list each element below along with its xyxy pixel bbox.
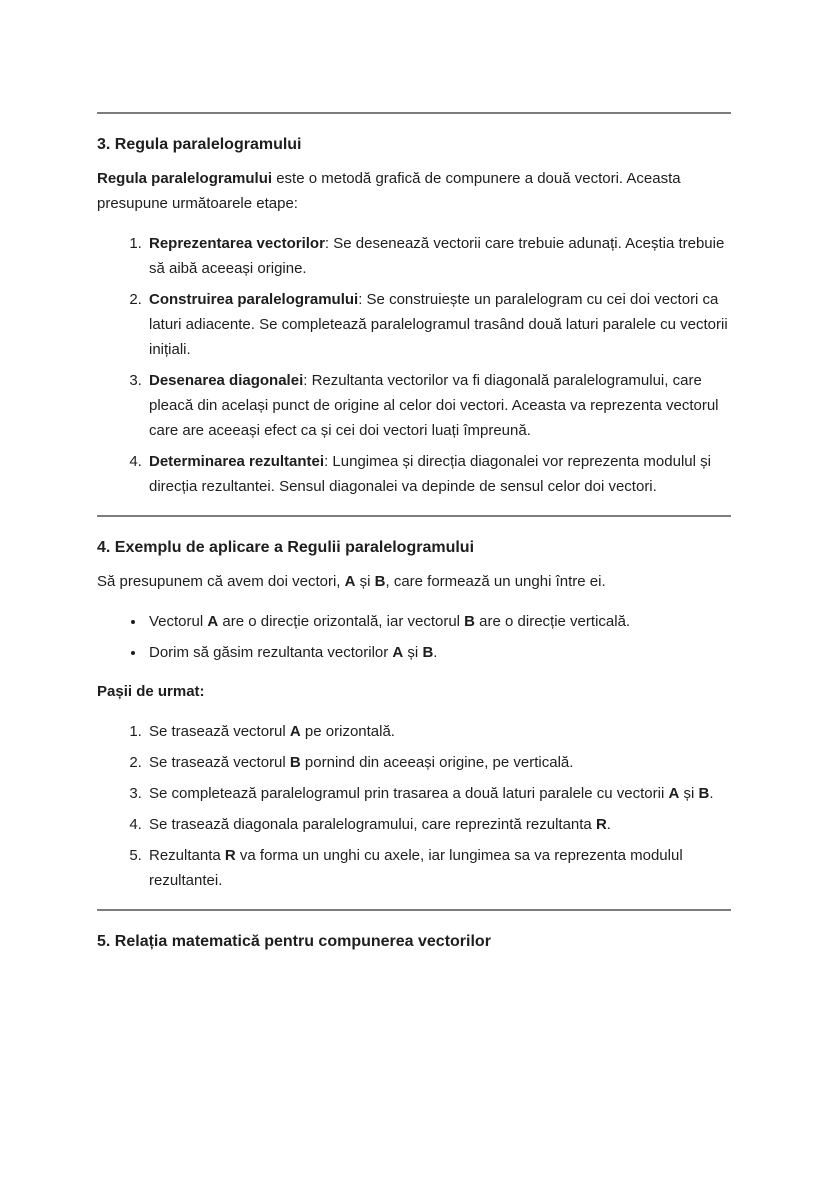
section-divider [97, 909, 731, 911]
document-page [0, 112, 828, 952]
step-item: 2. Se trasează vectorul B pornind din aceeași origine, pe verticală. [146, 750, 731, 775]
list-item: • Dorim să găsim rezultanta vectorilor A și B. [146, 640, 731, 665]
section-4-heading: 4. Exemplu de aplicare a Regulii paralelogramului [97, 539, 475, 556]
list-item: 1. Reprezentarea vectorilor: Se desenează vectorii care trebuie adunați. Aceștia trebuie să aibă aceeași origine. [146, 231, 731, 281]
step-item: 1. Se trasează vectorul A pe orizontală. [146, 719, 731, 744]
section-5-heading: 5. Relația matematică pentru compunerea vectorilor [97, 933, 491, 950]
section-4-steps-list [97, 719, 731, 893]
steps-subheading: Pașii de urmat: [97, 683, 205, 700]
list-item: 4. Determinarea rezultantei: Lungimea și direcția diagonalei vor reprezenta modulul și direcția rezultantei. Sensul diagonalei va depinde de sensul celor doi vectori. [146, 449, 731, 499]
section-3-heading: 3. Regula paralelogramului [97, 136, 302, 153]
section-3-intro-paragraph: Regula paralelogramului este o metodă grafică de compunere a două vectori. Aceasta presupune următoarele etape: [97, 170, 681, 212]
list-item: 2. Construirea paralelogramului: Se construiește un paralelogram cu cei doi vectori ca laturi adiacente. Se completează paralelogramul trasând două laturi paralele cu vectorii inițiali. [146, 287, 731, 362]
list-item: • Vectorul A are o direcție orizontală, iar vectorul B are o direcție verticală. [146, 609, 731, 634]
section-divider [97, 112, 731, 114]
step-item: 4. Se trasează diagonala paralelogramului, care reprezintă rezultanta R. [146, 812, 731, 837]
list-item: 3. Desenarea diagonalei: Rezultanta vectorilor va fi diagonală paralelogramului, care pleacă din același punct de origine al celor doi vectori. Aceasta va reprezenta vectorul care are aceeași efect ca și cei doi vectori luați împreună. [146, 368, 731, 443]
section-3-numbered-list [97, 231, 731, 499]
step-item: 5. Rezultanta R va forma un unghi cu axele, iar lungimea sa va reprezenta modulul rezultantei. [146, 843, 731, 893]
section-4-bullet-list [97, 609, 731, 665]
section-4-intro-paragraph: Să presupunem că avem doi vectori, A și B, care formează un unghi între ei. [97, 573, 606, 590]
section-divider [97, 515, 731, 517]
step-item: 3. Se completează paralelogramul prin trasarea a două laturi paralele cu vectorii A și B. [146, 781, 731, 806]
